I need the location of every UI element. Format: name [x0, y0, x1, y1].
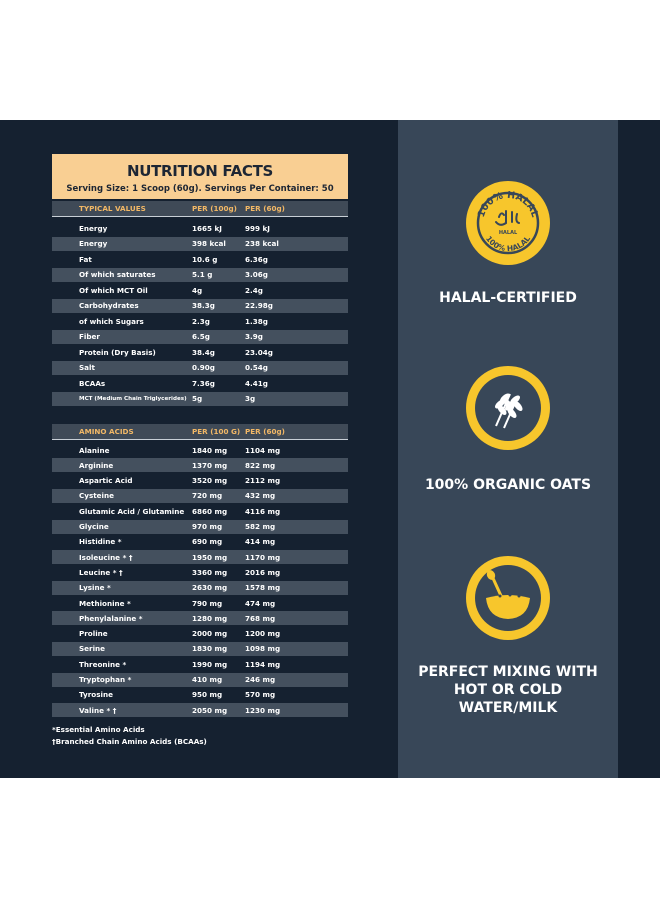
table-cell: 1370 mg	[192, 460, 228, 470]
table-cell: 3360 mg	[192, 567, 228, 577]
table-cell: 1230 mg	[245, 705, 281, 715]
table-cell: 6860 mg	[192, 506, 228, 516]
halal-badge-center-text: HALAL	[498, 230, 518, 236]
table-cell: Methionine *	[79, 598, 131, 608]
table-cell: 970 mg	[192, 522, 223, 531]
table-cell: 2.3g	[192, 316, 210, 326]
table-cell: 2630 mg	[192, 583, 228, 593]
table-cell: 582 mg	[245, 522, 276, 531]
table-row	[52, 361, 348, 375]
wheat-icon	[466, 366, 550, 450]
table-cell: Fat	[79, 254, 92, 264]
table-cell: Alanine	[79, 445, 110, 455]
table-row	[52, 237, 348, 251]
table-cell: 38.4g	[192, 347, 215, 357]
table-row	[52, 565, 348, 579]
table-cell: 10.6 g	[192, 254, 218, 264]
table-cell: 2050 mg	[192, 705, 228, 715]
table-cell: 3520 mg	[192, 476, 228, 486]
table-cell: 6.36g	[245, 254, 268, 264]
bcaa-footnote: †Branched Chain Amino Acids (BCAAs)	[52, 737, 207, 746]
table-cell: 410 mg	[192, 675, 223, 684]
table-cell: 474 mg	[245, 598, 276, 608]
table-cell: Arginine	[79, 460, 114, 470]
table-cell: Protein (Dry Basis)	[79, 347, 156, 357]
table-row	[52, 330, 348, 344]
table-row	[52, 376, 348, 390]
table-cell: 1990 mg	[192, 659, 228, 669]
table-row	[52, 703, 348, 717]
table-row	[52, 673, 348, 687]
table-row	[52, 489, 348, 503]
table-cell: 414 mg	[245, 537, 276, 547]
halal-certified-label: HALAL-CERTIFIED	[439, 290, 577, 306]
table-cell: 1830 mg	[192, 644, 228, 654]
essential-footnote: *Essential Amino Acids	[52, 725, 145, 734]
table-row	[52, 688, 348, 702]
table-cell: Carbohydrates	[79, 301, 139, 310]
table-header-cell: PER (60g)	[245, 204, 285, 213]
mixing-label-line3: WATER/MILK	[458, 700, 558, 716]
bowl-spoon-icon	[466, 556, 550, 640]
organic-oats-label: 100% ORGANIC OATS	[424, 477, 592, 493]
table-row	[52, 581, 348, 595]
table-row	[52, 611, 348, 625]
table-row	[52, 504, 348, 518]
table-header-row	[52, 201, 348, 217]
table-cell: 1200 mg	[245, 629, 281, 639]
table-cell: 2016 mg	[245, 567, 281, 577]
table-row	[52, 345, 348, 359]
table-cell: 432 mg	[245, 491, 276, 501]
table-cell: Energy	[79, 239, 108, 248]
serving-size-text: Serving Size: 1 Scoop (60g). Servings Per Container: 50	[66, 184, 334, 194]
table-cell: 4g	[192, 285, 203, 295]
right-edge-strip	[618, 120, 660, 778]
table-cell: Salt	[79, 363, 95, 372]
table-row	[52, 252, 348, 266]
table-row	[52, 299, 348, 313]
table-cell: 5g	[192, 394, 203, 403]
table-cell: Threonine *	[79, 659, 127, 669]
table-row	[52, 314, 348, 328]
table-cell: 4116 mg	[245, 506, 281, 516]
table-cell: MCT (Medium Chain Triglycerides)	[79, 395, 187, 402]
table-row	[52, 221, 348, 235]
table-row	[52, 268, 348, 282]
table-cell: of which Sugars	[79, 316, 144, 326]
table-cell: Serine	[79, 644, 106, 654]
halal-badge-top-text: 100% HALAL	[475, 189, 541, 219]
table-cell: Isoleucine * †	[79, 552, 133, 562]
table-cell: 1578 mg	[245, 583, 281, 593]
table-cell: Leucine * †	[79, 567, 123, 577]
halal-seal-graphic	[466, 181, 550, 265]
table-row	[52, 520, 348, 534]
table-cell: Histidine *	[79, 537, 122, 547]
table-cell: 790 mg	[192, 598, 223, 608]
table-row	[52, 627, 348, 641]
table-cell: Proline	[79, 629, 108, 639]
table-cell: 2112 mg	[245, 476, 281, 486]
table-cell: 570 mg	[245, 690, 276, 700]
table-cell: 398 kcal	[192, 239, 226, 248]
table-row	[52, 474, 348, 488]
table-row	[52, 283, 348, 297]
table-row	[52, 443, 348, 457]
table-cell: Tyrosine	[79, 690, 113, 700]
table-row	[52, 657, 348, 671]
table-cell: Phenylalanine *	[79, 613, 143, 623]
table-row	[52, 535, 348, 549]
table-cell: 5.1 g	[192, 270, 213, 279]
table-cell: 2.4g	[245, 285, 263, 295]
nutrition-facts-header	[52, 154, 348, 199]
table-cell: 22.98g	[245, 301, 273, 310]
table-cell: 720 mg	[192, 491, 223, 501]
table-cell: Cysteine	[79, 491, 115, 501]
table-header-row	[52, 424, 348, 440]
table-cell: Fiber	[79, 332, 100, 341]
table-cell: 23.04g	[245, 347, 273, 357]
table-cell: 3.06g	[245, 270, 268, 279]
table-cell: 246 mg	[245, 675, 276, 684]
table-cell: 1950 mg	[192, 552, 228, 562]
table-row	[52, 458, 348, 472]
table-cell: Aspartic Acid	[79, 476, 133, 486]
table-cell: 0.90g	[192, 363, 215, 372]
table-cell: 2000 mg	[192, 629, 228, 639]
table-header-cell: PER (60g)	[245, 427, 285, 436]
table-cell: 1194 mg	[245, 659, 281, 669]
table-cell: 690 mg	[192, 537, 223, 547]
mixing-label-line2: HOT OR COLD	[453, 682, 563, 698]
table-cell: 1280 mg	[192, 613, 228, 623]
table-cell: Energy	[79, 223, 108, 233]
table-cell: 950 mg	[192, 690, 223, 700]
table-cell: Tryptophan *	[79, 675, 132, 684]
table-cell: 6.5g	[192, 332, 210, 341]
table-cell: 38.3g	[192, 301, 215, 310]
table-cell: 1665 kJ	[192, 223, 222, 233]
table-cell: 1840 mg	[192, 445, 228, 455]
bowl-graphic	[466, 556, 550, 640]
halal-badge-bottom-text: 100% HALAL	[483, 234, 533, 254]
table-cell: Of which MCT Oil	[79, 285, 148, 295]
table-row	[52, 596, 348, 610]
mixing-label-line1: PERFECT MIXING WITH	[418, 664, 598, 680]
halal-seal-icon	[466, 181, 550, 265]
table-header-cell: PER (100 G)	[192, 427, 241, 436]
table-cell: 0.54g	[245, 363, 268, 372]
table-cell: 1098 mg	[245, 644, 281, 654]
table-cell: 3g	[245, 394, 256, 403]
table-cell: 1.38g	[245, 316, 268, 326]
table-header-cell: TYPICAL VALUES	[79, 204, 146, 213]
table-cell: 768 mg	[245, 613, 276, 623]
table-cell: 4.41g	[245, 378, 268, 388]
table-cell: 3.9g	[245, 332, 263, 341]
table-cell: Glutamic Acid / Glutamine	[79, 506, 185, 516]
table-row	[52, 392, 348, 406]
table-cell: Valine * †	[79, 705, 117, 715]
table-cell: Lysine *	[79, 583, 111, 593]
table-cell: 1170 mg	[245, 552, 281, 562]
nutrition-facts-title: NUTRITION FACTS	[126, 162, 274, 180]
table-row	[52, 550, 348, 564]
table-header-cell: AMINO ACIDS	[79, 427, 134, 436]
table-cell: Of which saturates	[79, 270, 156, 279]
table-cell: 7.36g	[192, 378, 215, 388]
table-cell: BCAAs	[79, 378, 106, 388]
table-cell: Glycine	[79, 522, 109, 531]
table-header-cell: PER (100g)	[192, 204, 237, 213]
wheat-graphic	[466, 366, 550, 450]
table-cell: 999 kJ	[245, 223, 270, 233]
table-cell: 1104 mg	[245, 445, 281, 455]
table-row	[52, 642, 348, 656]
table-cell: 238 kcal	[245, 239, 279, 248]
table-cell: 822 mg	[245, 460, 276, 470]
